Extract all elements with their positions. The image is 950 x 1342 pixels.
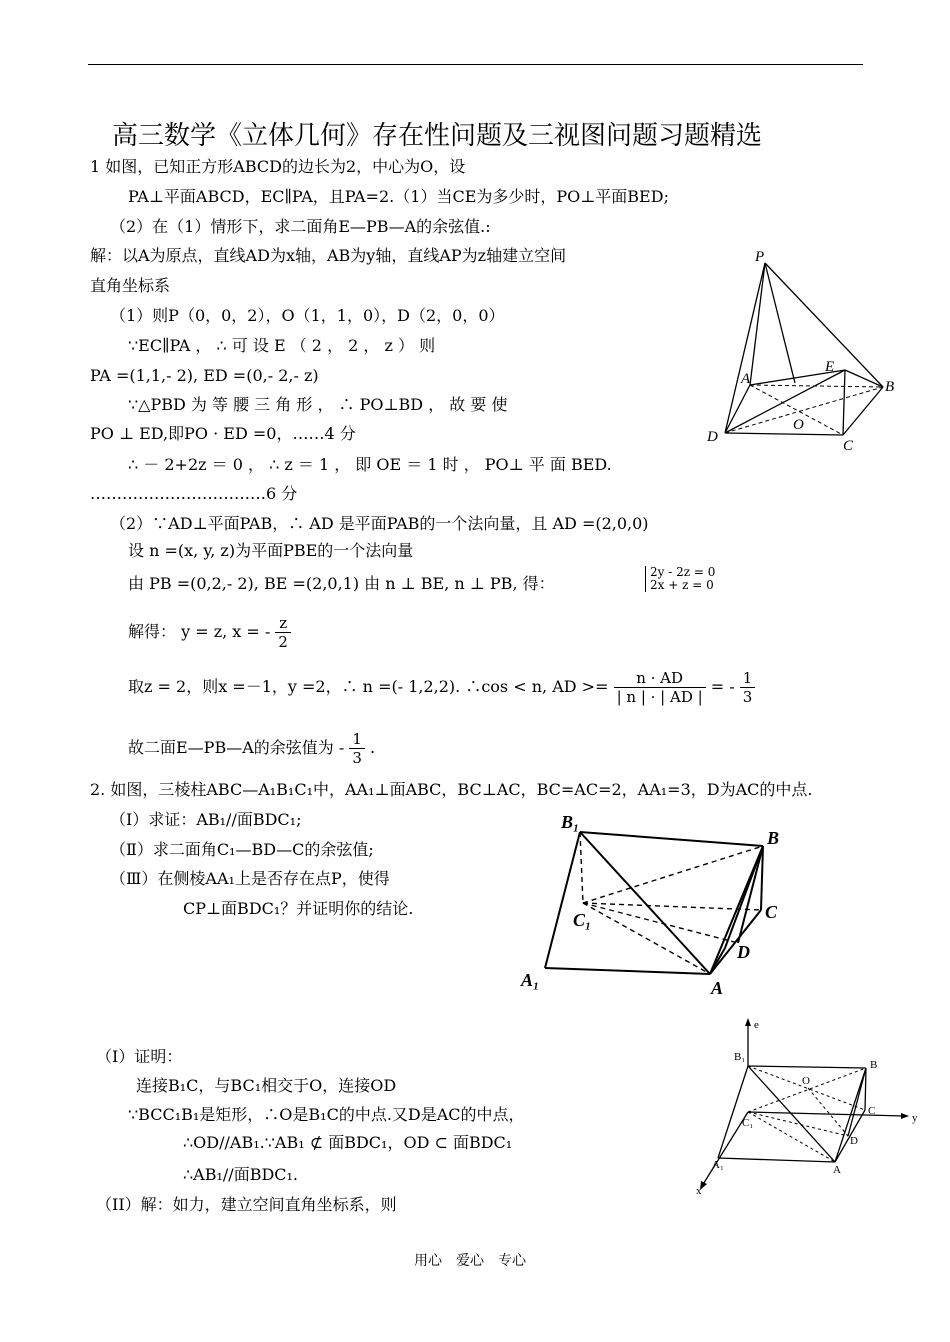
p1-solve-label [128, 614, 291, 651]
p1-line-1: 1 如图，已知正方形ABCD的边长为2，中心为O，设 [90, 157, 466, 176]
label-B1: B₁ [561, 812, 580, 832]
answer-period: . [370, 738, 376, 757]
p2-line-2: （Ⅰ）求证：AB₁//面BDC₁; [110, 810, 302, 829]
fraction-one-third [349, 730, 365, 767]
p1-line-11: ∴ － 2+2z ＝ 0 ， ∴ z ＝ 1 ， 即 OE ＝ 1 时 ， PO⊥ 平 面 BED. [128, 455, 612, 474]
label-A: A [833, 1164, 841, 1176]
label-A1: A₁ [712, 1159, 724, 1171]
pyramid-figure [695, 245, 905, 455]
fraction-denominator: 3 [352, 749, 362, 767]
label-O: O [802, 1075, 810, 1087]
p1-line-6: （1）则P（0，0，2），O（1，1，0），D（2，0，0） [110, 306, 505, 325]
p2-line-9: ∴OD//AB₁.∵AB₁ ⊄ 面BDC₁，OD ⊂ 面BDC₁ [183, 1133, 513, 1152]
equation-2: 2x + z = 0 [650, 578, 714, 592]
p1-line-3: （2）在（1）情形下，求二面角E—PB—A的余弦值.: [110, 217, 491, 236]
p1-cos-line [128, 669, 755, 706]
p2-line-10: ∴AB₁//面BDC₁. [183, 1165, 299, 1184]
label-B: B [767, 828, 780, 848]
p2-line-1: 2. 如图，三棱柱ABC—A₁B₁C₁中，AA₁⊥面ABC，BC⊥AC，BC=AC=2，AA₁=3，D为AC的中点. [90, 780, 813, 799]
fraction-z-over-2 [275, 614, 291, 651]
p1-line-14: 设 n =(x, y, z)为平面PBE的一个法向量 [128, 541, 414, 560]
p2-line-8: ∵BCC₁B₁是矩形，∴O是B₁C的中点.又D是AC的中点， [128, 1105, 525, 1124]
label-P: P [755, 249, 765, 265]
fraction-one-third [740, 669, 756, 706]
page-title: 高三数学《立体几何》存在性问题及三视图问题习题精选 [112, 121, 763, 151]
p1-line-13: （2）∵AD⊥平面PAB，∴ AD 是平面PAB的一个法向量，且 AD =(2,0,0) [110, 514, 649, 533]
label-B: B [870, 1059, 878, 1071]
label-B1: B₁ [734, 1051, 746, 1063]
cos-denominator: | n | · | AD | [616, 688, 703, 706]
p1-line-15: 由 PB =(0,2,- 2), BE =(2,0,1) 由 n ⊥ BE, n ⊥ PB, 得： [128, 574, 555, 593]
fraction-numerator: z [275, 614, 291, 633]
label-A: A [741, 371, 751, 387]
p1-line-17: 取z = 2，则x =－1，y =2，∴ n =(- 1,2,2). ∴cos < n, AD >= [128, 677, 609, 696]
label-A: A [711, 978, 724, 998]
axis-label-e: e [754, 1019, 759, 1031]
p1-line-12: ……………………………6 分 [90, 484, 298, 503]
label-O: O [793, 417, 804, 433]
p2-line-6: （I）证明： [96, 1047, 183, 1066]
cos-equals: = - [710, 677, 735, 696]
fraction-numerator: 1 [349, 730, 365, 749]
fraction-cos [614, 669, 706, 706]
p1-line-8: PA =(1,1,- 2), ED =(0,- 2,- z) [90, 366, 319, 385]
p1-line-9: ∵△PBD 为 等 腰 三 角 形 ， ∴ PO⊥BD ， 故 要 使 [128, 395, 508, 414]
p2-line-4: （Ⅲ）在侧棱AA₁上是否存在点P，使得 [110, 869, 390, 888]
fraction-numerator: 1 [740, 669, 756, 688]
p2-line-3: （Ⅱ）求二面角C₁—BD—C的余弦值; [110, 840, 374, 859]
label-E: E [825, 359, 835, 375]
p2-line-11: （II）解：如力，建立空间直角坐标系，则 [96, 1195, 397, 1214]
p2-line-5: CP⊥面BDC₁？并证明你的结论. [183, 899, 414, 918]
label-C1: C₁ [573, 910, 592, 930]
label-C1: C₁ [742, 1117, 754, 1129]
fraction-denominator: 3 [742, 688, 753, 706]
p1-answer-line [128, 730, 375, 767]
p1-line-10: PO ⊥ ED,即PO · ED =0，……4 分 [90, 424, 356, 443]
p1-line-7: ∵EC∥PA ， ∴ 可 设 E （ 2 ， 2 ， z ） 则 [128, 336, 436, 355]
fraction-denominator: 2 [278, 633, 288, 651]
label-B: B [885, 379, 895, 395]
coordinate-prism-figure [690, 1018, 925, 1198]
label-D: D [707, 429, 718, 445]
p1-line-4: 解：以A为原点，直线AD为x轴，AB为y轴，直线AP为z轴建立空间 [90, 246, 567, 265]
label-C: C [843, 438, 854, 454]
label-D: D [850, 1135, 858, 1147]
p2-line-7: 连接B₁C，与BC₁相交于O，连接OD [136, 1076, 397, 1095]
header-rule [88, 64, 863, 65]
p1-line-18: 故二面E—PB—A的余弦值为 - [128, 738, 345, 757]
label-A1: A₁ [521, 970, 540, 990]
prism-figure [515, 808, 795, 998]
label-C: C [765, 902, 778, 922]
cos-numerator: n · AD [614, 669, 706, 688]
axis-label-x: x [696, 1185, 702, 1197]
label-D: D [737, 942, 750, 962]
axis-label-y: y [912, 1112, 918, 1124]
p1-line-2: PA⊥平面ABCD，EC∥PA，且PA=2.（1）当CE为多少时，PO⊥平面BED; [128, 187, 669, 206]
equation-1: 2y - 2z = 0 [650, 565, 716, 579]
p1-line-5: 直角坐标系 [90, 276, 171, 295]
equation-system [645, 566, 715, 592]
footer-text: 用心 爱心 专心 [414, 1253, 526, 1269]
p1-line-16: 解得： y = z, x = - [128, 622, 271, 641]
label-C: C [868, 1105, 876, 1117]
